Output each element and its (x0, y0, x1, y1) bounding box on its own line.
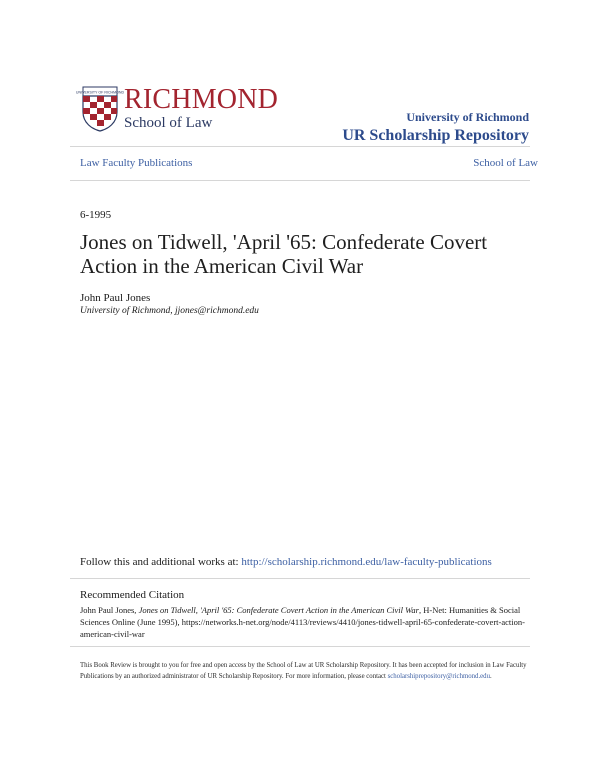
logo-brand: RICHMOND (124, 84, 279, 115)
breadcrumb-law-faculty-publications[interactable]: Law Faculty Publications (80, 157, 193, 169)
divider (70, 646, 530, 647)
repository-header[interactable] (342, 110, 529, 146)
notice-end: . (489, 673, 492, 680)
svg-text:UNIVERSITY OF RICHMOND: UNIVERSITY OF RICHMOND (75, 90, 125, 95)
divider (70, 180, 530, 181)
citation-details: , H-Net: Humanities & Social Sciences Online (June 1995), https://networks.h-net.org/node/4113/reviews/4410/jones-tidwell-april-65-confederate-covert-action-american-civil-war (80, 605, 525, 639)
follow-line (80, 556, 492, 568)
university-shield-icon (75, 86, 125, 132)
repository-university[interactable]: University of Richmond (406, 110, 529, 124)
document-title: Jones on Tidwell, 'April '65: Confederate Covert Action in the American Civil War (80, 230, 488, 278)
access-notice (80, 660, 530, 682)
repository-name[interactable]: UR Scholarship Repository (342, 127, 529, 144)
author-name: John Paul Jones (80, 292, 151, 304)
breadcrumb-school-of-law[interactable]: School of Law (473, 157, 538, 169)
recommended-citation (80, 604, 530, 640)
notice-text: This Book Review is brought to you for free and open access by the School of Law at UR Scholarship Repository. It has been accepted for inclusion in Law Faculty Publications by an authorized administrator of UR Scholarship Repository. For more information, please contact (80, 662, 527, 680)
author-affiliation: University of Richmond, jjones@richmond.edu (80, 306, 259, 316)
richmond-law-logo[interactable] (75, 84, 292, 136)
divider (70, 146, 530, 147)
divider (70, 578, 530, 579)
follow-label: Follow this and additional works at: (80, 556, 242, 568)
recommended-citation-heading: Recommended Citation (80, 589, 185, 601)
contact-email-link[interactable]: scholarshiprepository@richmond.edu (387, 673, 490, 680)
publication-date: 6-1995 (80, 209, 112, 221)
citation-author: John Paul Jones, (80, 605, 139, 615)
collection-link[interactable]: http://scholarship.richmond.edu/law-faculty-publications (241, 556, 492, 568)
logo-school: School of Law (124, 115, 213, 131)
citation-title: Jones on Tidwell, 'April '65: Confederate Covert Action in the American Civil War (138, 605, 419, 615)
